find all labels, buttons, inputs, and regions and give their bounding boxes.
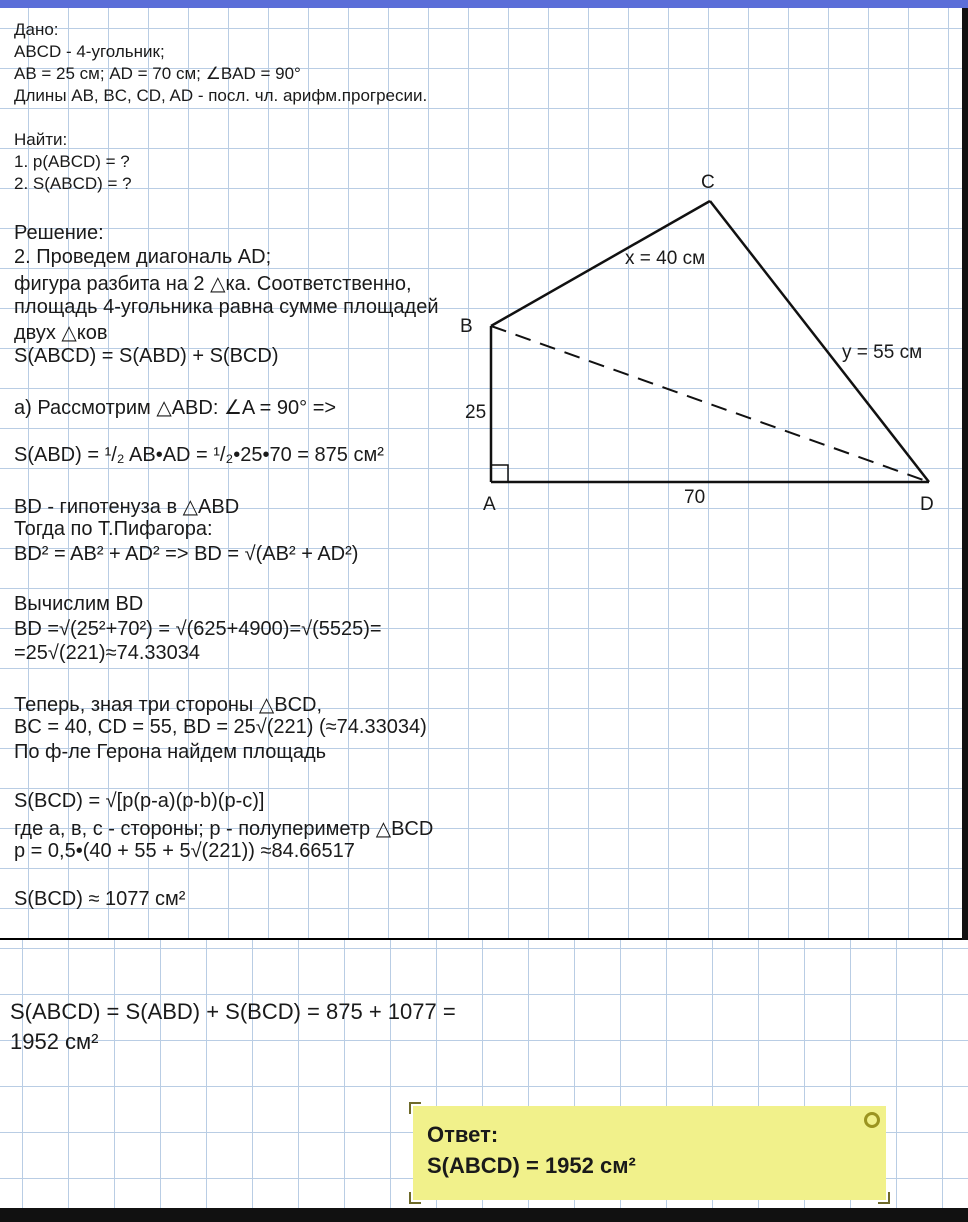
find-heading: Найти: bbox=[14, 130, 68, 149]
solution-line: 2. Проведем диагональ AD; bbox=[14, 246, 272, 268]
solution-line: Теперь, зная три стороны △BCD, bbox=[14, 694, 323, 716]
solution-line: S(BCD) ≈ 1077 см² bbox=[14, 888, 186, 910]
vertex-label-b: B bbox=[460, 316, 473, 337]
selection-corner bbox=[878, 1192, 890, 1204]
page-edge bbox=[962, 8, 968, 940]
solution-line: S(BCD) = √[p(p-a)(p-b)(p-c)] bbox=[14, 790, 265, 812]
given-line: Длины AB, BC, CD, AD - посл. чл. арифм.прогресии. bbox=[14, 86, 428, 105]
answer-value: S(ABCD) = 1952 см² bbox=[427, 1153, 636, 1178]
solution-line: S(ABCD) = S(ABD) + S(BCD) bbox=[14, 345, 279, 367]
vertex-label-d: D bbox=[920, 494, 934, 515]
solution-line: Тогда по Т.Пифагора: bbox=[14, 518, 213, 540]
right-angle-mark bbox=[491, 465, 508, 482]
solution-line: где а, в, с - стороны; p - полупериметр △BCD bbox=[14, 818, 434, 840]
graph-paper-page bbox=[0, 8, 962, 938]
solution-line: двух △ков bbox=[14, 322, 108, 344]
side-label-ad: 70 bbox=[684, 487, 706, 508]
solution-line: По ф-ле Герона найдем площадь bbox=[14, 741, 327, 763]
answer-title: Ответ: bbox=[427, 1122, 499, 1147]
solution-line: BD - гипотенуза в △ABD bbox=[14, 496, 240, 518]
final-sum-result: 1952 см² bbox=[10, 1029, 99, 1054]
solution-line: площадь 4-угольника равна сумме площадей bbox=[14, 296, 439, 318]
given-line: AB = 25 см; AD = 70 см; ∠BAD = 90° bbox=[14, 64, 301, 83]
solution-line: фигура разбита на 2 △ка. Соответственно, bbox=[14, 273, 412, 295]
answer-highlight-box bbox=[413, 1106, 886, 1200]
side-label-cd: y = 55 см bbox=[842, 342, 923, 363]
top-bar bbox=[0, 0, 968, 8]
vertex-label-c: C bbox=[701, 172, 715, 193]
bottom-bar bbox=[0, 1208, 968, 1222]
side-label-ab: 25 bbox=[465, 402, 487, 423]
solution-line: Вычислим BD bbox=[14, 593, 144, 615]
solution-line: а) Рассмотрим △ABD: ∠A = 90° => bbox=[14, 397, 337, 419]
solution-line: BD² = AB² + AD² => BD = √(AB² + AD²) bbox=[14, 543, 359, 565]
final-sum-line: S(ABCD) = S(ABD) + S(BCD) = 875 + 1077 = bbox=[10, 999, 456, 1024]
given-line: ABCD - 4-угольник; bbox=[14, 42, 165, 61]
given-heading: Дано: bbox=[14, 20, 59, 39]
quadrilateral-figure bbox=[0, 8, 962, 938]
solution-line: S(ABD) = ¹/₂ AB•AD = ¹/₂•25•70 = 875 см² bbox=[14, 444, 384, 466]
solution-heading: Решение: bbox=[14, 222, 104, 244]
vertex-label-a: A bbox=[483, 494, 496, 515]
selection-corner bbox=[409, 1192, 421, 1204]
solution-line: BD =√(25²+70²) = √(625+4900)=√(5525)= bbox=[14, 618, 382, 640]
find-item: 2. S(ABCD) = ? bbox=[14, 174, 132, 193]
side-label-bc: x = 40 см bbox=[625, 248, 706, 269]
find-item: 1. p(ABCD) = ? bbox=[14, 152, 130, 171]
selection-corner bbox=[409, 1102, 421, 1114]
solution-line: =25√(221)≈74.33034 bbox=[14, 642, 200, 664]
solution-line: BC = 40, CD = 55, BD = 25√(221) (≈74.33034) bbox=[14, 716, 427, 738]
solution-line: p = 0,5•(40 + 55 + 5√(221)) ≈84.66517 bbox=[14, 840, 355, 862]
rotate-handle-icon[interactable] bbox=[864, 1112, 880, 1128]
